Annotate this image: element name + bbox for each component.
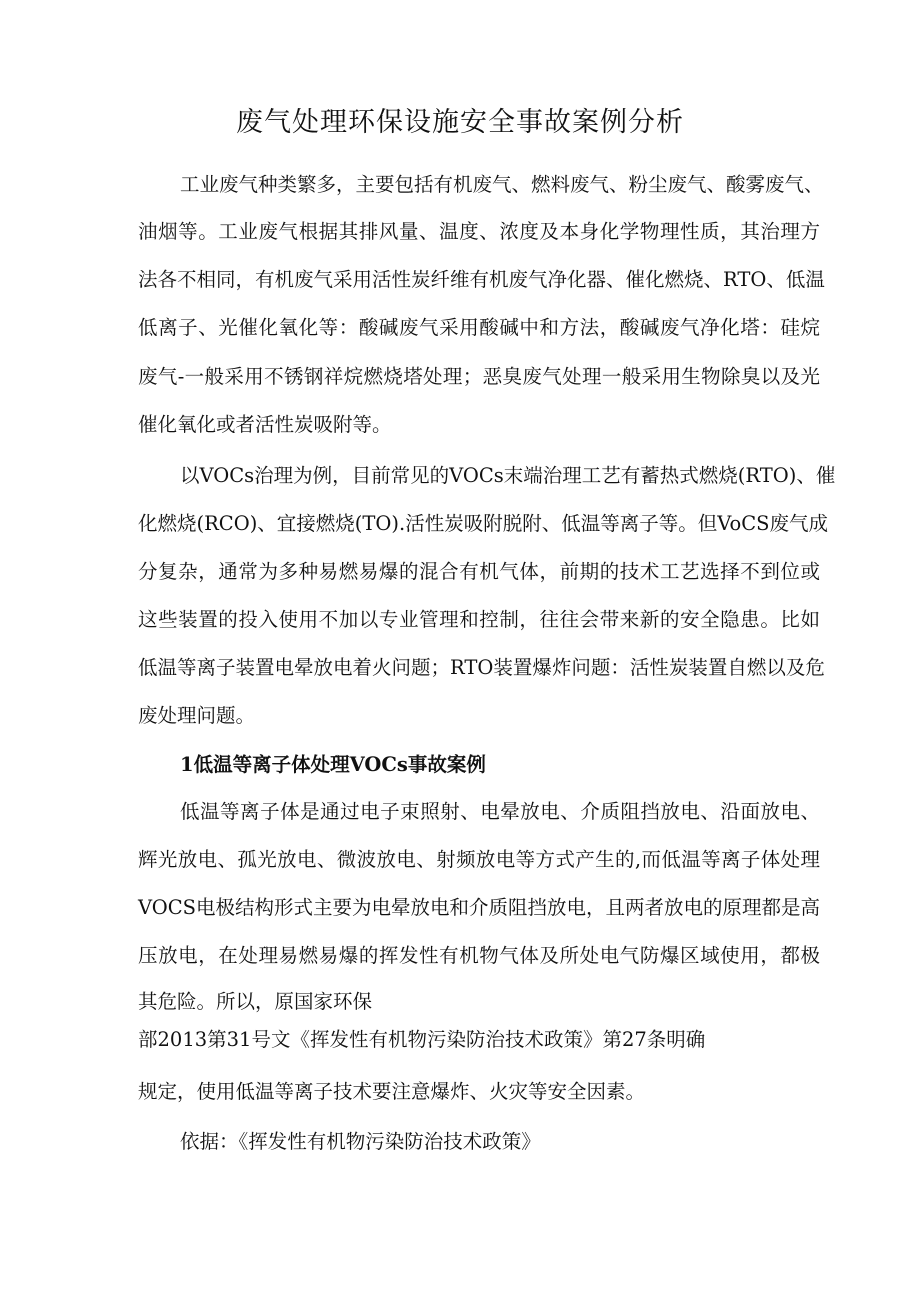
paragraph-3-line-6: 部2013第31号文《挥发性有机物污染防治技术政策》第27条明确 <box>138 1028 706 1051</box>
paragraph-1-line-2: 油烟等。工业废气根据其排风量、温度、浓度及本身化学物理性质，其治理方 <box>138 220 820 243</box>
paragraph-1-line-6: 催化氧化或者活性炭吸附等。 <box>138 413 392 436</box>
paragraph-3-line-1: 低温等离子体是通过电子束照射、电晕放电、介质阻挡放电、沿面放电、 <box>180 800 820 823</box>
paragraph-1-line-4: 低离子、光催化氧化等：酸碱废气采用酸碱中和方法，酸碱废气净化塔：硅烷 <box>138 316 820 339</box>
paragraph-1-line-3: 法各不相同，有机废气采用活性炭纤维有机废气净化器、催化燃烧、RTO、低温 <box>138 268 825 291</box>
paragraph-2-line-3: 分复杂，通常为多种易燃易爆的混合有机气体，前期的技术工艺选择不到位或 <box>138 560 820 583</box>
section-heading: 1低温等离子体处理VOCs事故案例 <box>180 753 486 776</box>
paragraph-3-line-4: 压放电，在处理易燃易爆的挥发性有机物气体及所处电气防爆区域使用，都极 <box>138 944 820 967</box>
paragraph-2-line-6: 废处理问题。 <box>138 704 256 727</box>
paragraph-3-line-2: 辉光放电、孤光放电、微波放电、射频放电等方式产生的,而低温等离子体处理 <box>138 848 820 871</box>
document-title: 废气处理环保设施安全事故案例分析 <box>236 107 684 138</box>
basis-line: 依据：《挥发性有机物污染防治技术政策》 <box>180 1130 541 1153</box>
paragraph-3-line-5: 其危险。所以，原国家环保 <box>138 990 373 1013</box>
paragraph-2-line-2: 化燃烧(RCO)、宜接燃烧(TO).活性炭吸附脱附、低温等离子等。但VoCS废气成 <box>138 512 829 535</box>
paragraph-2-line-1: 以VOCs治理为例，目前常见的VOCs末端治理工艺有蓄热式燃烧(RTO)、催 <box>180 464 836 487</box>
paragraph-2-line-4: 这些装置的投入使用不加以专业管理和控制，往往会带来新的安全隐患。比如 <box>138 608 820 631</box>
paragraph-1-line-1: 工业废气种类繁多，主要包括有机废气、燃料废气、粉尘废气、酸雾废气、 <box>180 173 824 196</box>
paragraph-3-line-3: VOCS电极结构形式主要为电晕放电和介质阻挡放电，且两者放电的原理都是高 <box>138 896 821 919</box>
paragraph-1-line-5: 废气-一般采用不锈钢祥烷燃烧塔处理；恶臭废气处理一般采用生物除臭以及光 <box>138 365 820 388</box>
paragraph-2-line-5: 低温等离子装置电晕放电着火问题；RTO装置爆炸问题：活性炭装置自燃以及危 <box>138 656 825 679</box>
paragraph-3-line-7: 规定，使用低温等离子技术要注意爆炸、火灾等安全因素。 <box>138 1080 646 1103</box>
